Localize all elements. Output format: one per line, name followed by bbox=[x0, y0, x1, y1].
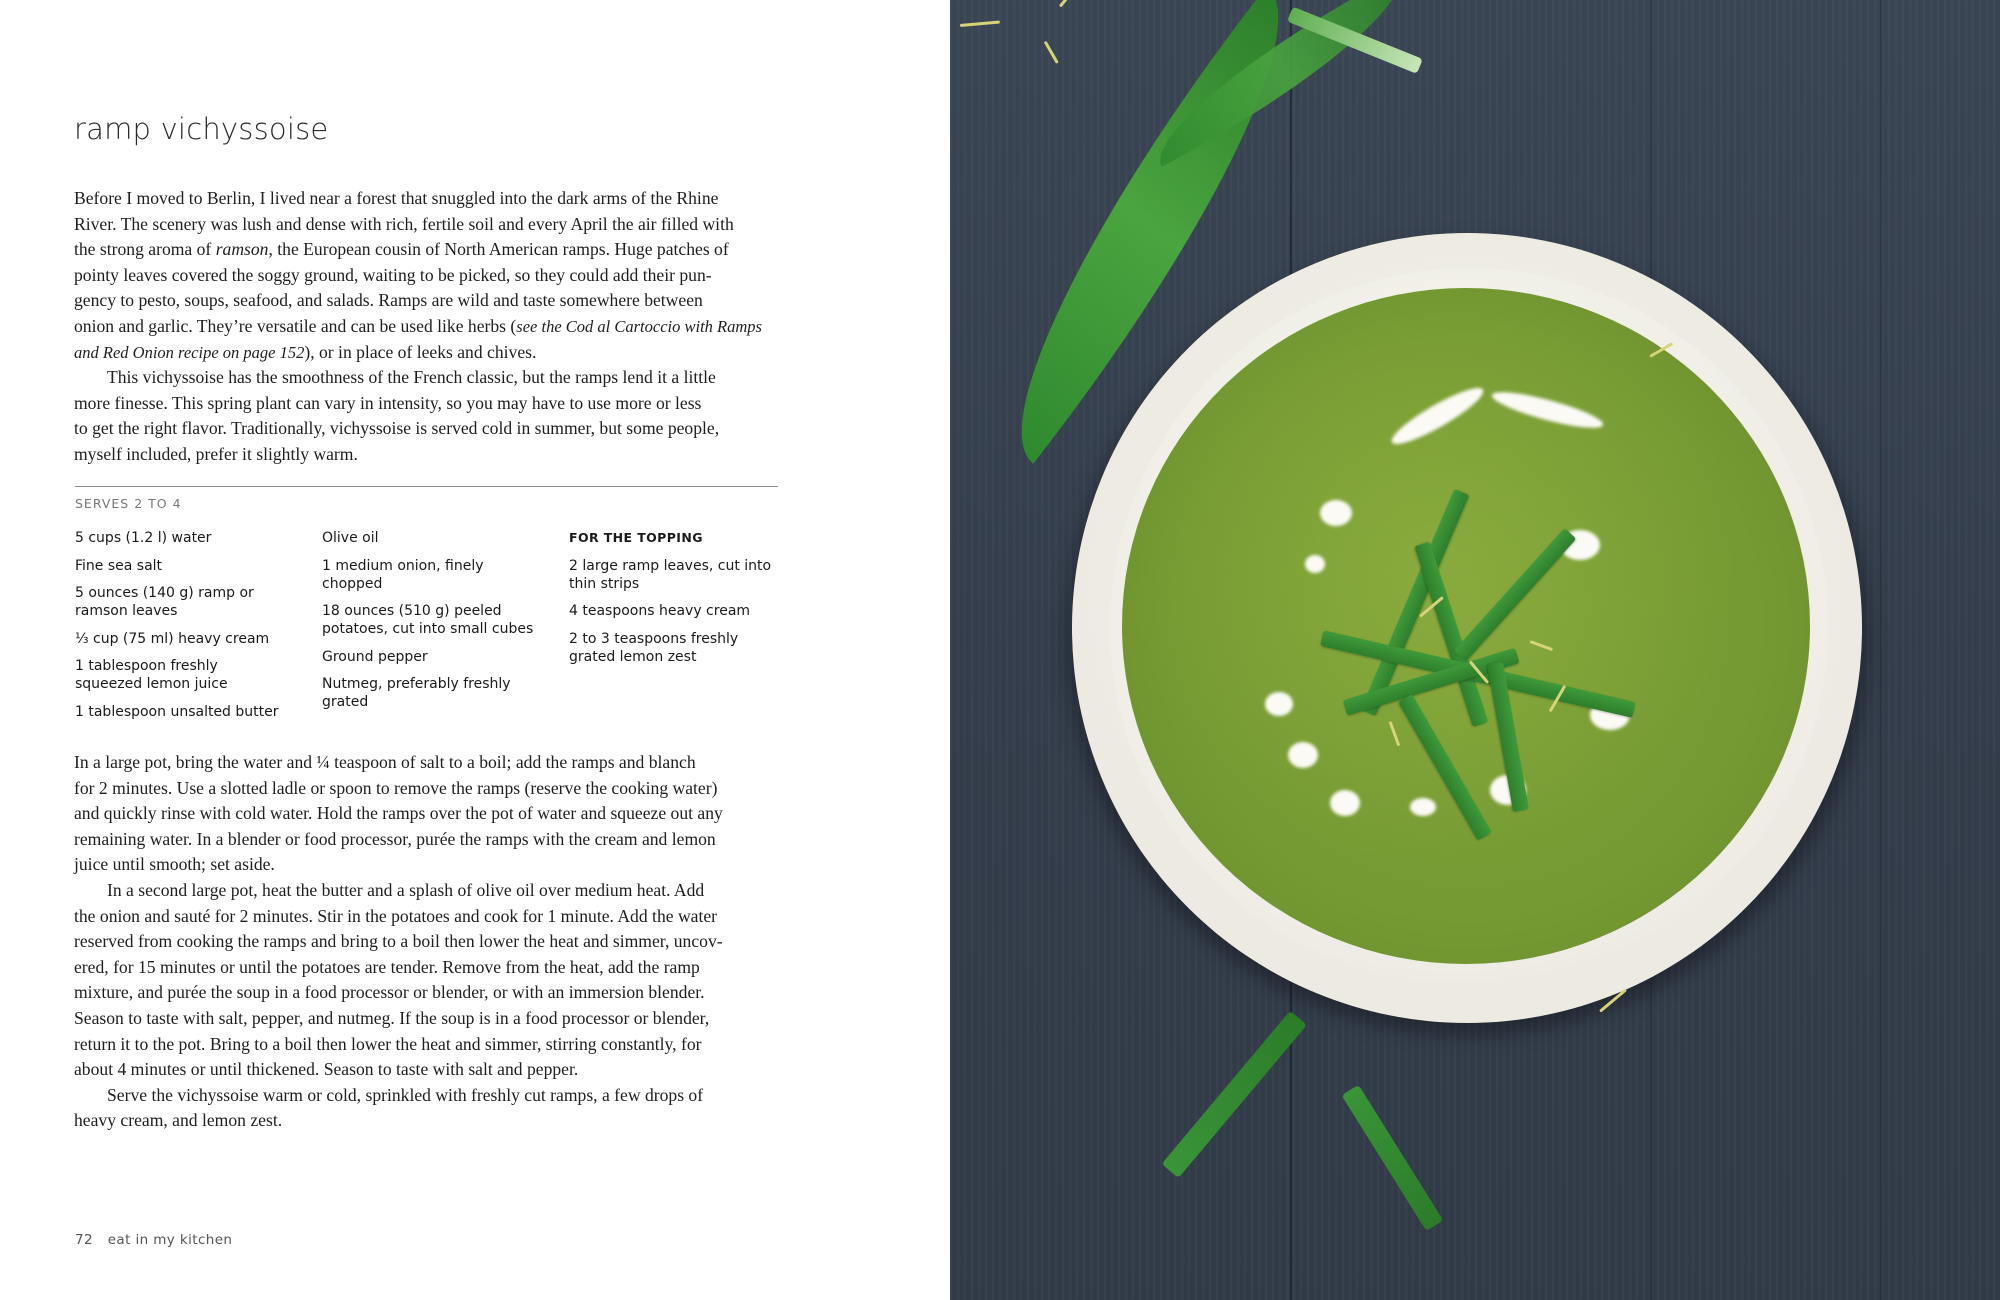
text-line: more finesse. This spring plant can vary in intensity, so you may have to use more or less bbox=[74, 392, 702, 413]
cream-drop bbox=[1410, 798, 1436, 816]
ingredient-item: 18 ounces (510 g) peeled potatoes, cut into small cubes bbox=[322, 603, 534, 637]
text-line: Season to taste with salt, pepper, and nutmeg. If the soup is in a food processor or blender, bbox=[74, 1007, 710, 1028]
text-fragment: ), or in place of leeks and chives. bbox=[304, 341, 537, 362]
text-line: mixture, and purée the soup in a food processor or blender, or with an immersion blender. bbox=[74, 982, 705, 1003]
text-line: reserved from cooking the ramps and bring to a boil then lower the heat and simmer, uncov- bbox=[74, 931, 723, 952]
ingredient-item: ⅓ cup (75 ml) heavy cream bbox=[75, 630, 270, 647]
ramp-leaf-icon bbox=[1133, 0, 1426, 167]
text-line: In a second large pot, heat the butter and a splash of olive oil over medium heat. Add bbox=[107, 879, 705, 900]
text-line: This vichyssoise has the smoothness of the French classic, but the ramps lend it a little bbox=[107, 367, 716, 388]
ingredient-column-1 bbox=[75, 529, 305, 730]
method-step-2 bbox=[74, 878, 779, 1083]
ingredient-item: 2 to 3 teaspoons freshly grated lemon zest bbox=[569, 630, 739, 665]
ingredient-item: Ground pepper bbox=[322, 648, 428, 665]
italic-term: ramson bbox=[215, 239, 269, 260]
serves-label: SERVES 2 TO 4 bbox=[75, 496, 182, 511]
ingredient-item: 5 ounces (140 g) ramp or ramson leaves bbox=[75, 585, 254, 619]
text-line: Serve the vichyssoise warm or cold, sprinkled with freshly cut ramps, a few drops of bbox=[107, 1084, 704, 1105]
ingredient-item: 1 medium onion, finely chopped bbox=[322, 557, 484, 592]
text-line: return it to the pot. Bring to a boil then lower the heat and simmer, stirring constantly, for bbox=[74, 1033, 702, 1054]
section-divider bbox=[75, 486, 778, 487]
text-line: Before I moved to Berlin, I lived near a forest that snuggled into the dark arms of the Rhine bbox=[74, 188, 719, 208]
page-footer bbox=[75, 1232, 232, 1248]
cream-drop bbox=[1320, 500, 1352, 526]
text-line: about 4 minutes or until thickened. Season to taste with salt and pepper. bbox=[74, 1059, 579, 1080]
text-line: pointy leaves covered the soggy ground, waiting to be picked, so they could add their pun- bbox=[74, 264, 712, 285]
text-line: myself included, prefer it slightly warm. bbox=[74, 443, 358, 464]
intro-paragraph-2 bbox=[74, 365, 779, 467]
page-number: 72 bbox=[75, 1232, 93, 1248]
cream-drop bbox=[1288, 742, 1318, 768]
topping-heading: FOR THE TOPPING bbox=[569, 530, 703, 545]
intro-text bbox=[74, 186, 779, 468]
ingredient-item: Fine sea salt bbox=[75, 557, 163, 574]
text-line: to get the right flavor. Traditionally, vichyssoise is served cold in summer, but some people, bbox=[74, 418, 720, 439]
intro-paragraph-1 bbox=[74, 186, 779, 365]
cross-reference: see the Cod al Cartoccio with Ramps bbox=[516, 316, 762, 336]
text-line bbox=[74, 340, 779, 366]
table-board-seam bbox=[1880, 0, 1882, 1300]
ingredient-item: 1 tablespoon unsalted butter bbox=[75, 703, 279, 720]
text-line bbox=[74, 314, 779, 340]
ingredient-item: Nutmeg, preferably freshly grated bbox=[322, 676, 511, 710]
cream-drop bbox=[1305, 555, 1325, 573]
method-step-1 bbox=[74, 750, 779, 878]
recipe-page bbox=[0, 0, 950, 1300]
ramp-strip-icon bbox=[1342, 1085, 1444, 1231]
text-line bbox=[74, 237, 779, 263]
text-line: In a large pot, bring the water and ¼ teaspoon of salt to a boil; add the ramps and blanch bbox=[74, 752, 696, 772]
cream-drop bbox=[1330, 790, 1360, 816]
soup-photo bbox=[950, 0, 2000, 1300]
ingredient-column-2 bbox=[322, 529, 552, 721]
text-fragment: onion and garlic. They’re versatile and can be used like herbs ( bbox=[74, 315, 517, 336]
cream-drop bbox=[1265, 692, 1293, 716]
ingredient-column-topping bbox=[569, 529, 799, 675]
method-text bbox=[74, 750, 779, 1134]
lemon-zest bbox=[1059, 0, 1081, 7]
text-line: the onion and sauté for 2 minutes. Stir in the potatoes and cook for 1 minute. Add the water bbox=[74, 905, 718, 926]
ingredient-item: Olive oil bbox=[322, 530, 379, 546]
text-line: heavy cream, and lemon zest. bbox=[74, 1110, 283, 1131]
ingredient-item: 5 cups (1.2 l) water bbox=[75, 530, 212, 546]
lemon-zest bbox=[1044, 41, 1059, 64]
ingredient-item: 1 tablespoon freshly squeezed lemon juice bbox=[75, 658, 228, 692]
text-fragment: , the European cousin of North American ramps. Huge patches of bbox=[268, 239, 729, 260]
text-line: for 2 minutes. Use a slotted ladle or spoon to remove the ramps (reserve the cooking water) bbox=[74, 777, 718, 798]
method-step-3 bbox=[74, 1083, 779, 1134]
text-line: and quickly rinse with cold water. Hold the ramps over the pot of water and squeeze out any bbox=[74, 803, 723, 824]
page-title: ramp vichyssoise bbox=[74, 112, 329, 146]
cross-reference: and Red Onion recipe on page 152 bbox=[74, 342, 305, 362]
text-line: juice until smooth; set aside. bbox=[74, 854, 275, 875]
text-line: ered, for 15 minutes or until the potatoes are tender. Remove from the heat, add the ramp bbox=[74, 956, 700, 977]
text-line: remaining water. In a blender or food processor, purée the ramps with the cream and lemon bbox=[74, 828, 716, 849]
text-fragment: the strong aroma of bbox=[74, 239, 216, 260]
book-title: eat in my kitchen bbox=[107, 1232, 233, 1248]
ingredient-item: 4 teaspoons heavy cream bbox=[569, 603, 751, 619]
ramp-strip-icon bbox=[1162, 1011, 1307, 1178]
text-line: River. The scenery was lush and dense with rich, fertile soil and every April the air filled with bbox=[74, 213, 734, 234]
ingredient-item: 2 large ramp leaves, cut into thin strips bbox=[569, 557, 772, 592]
lemon-zest bbox=[960, 21, 1000, 27]
text-line: gency to pesto, soups, seafood, and salads. Ramps are wild and taste somewhere between bbox=[74, 290, 703, 311]
